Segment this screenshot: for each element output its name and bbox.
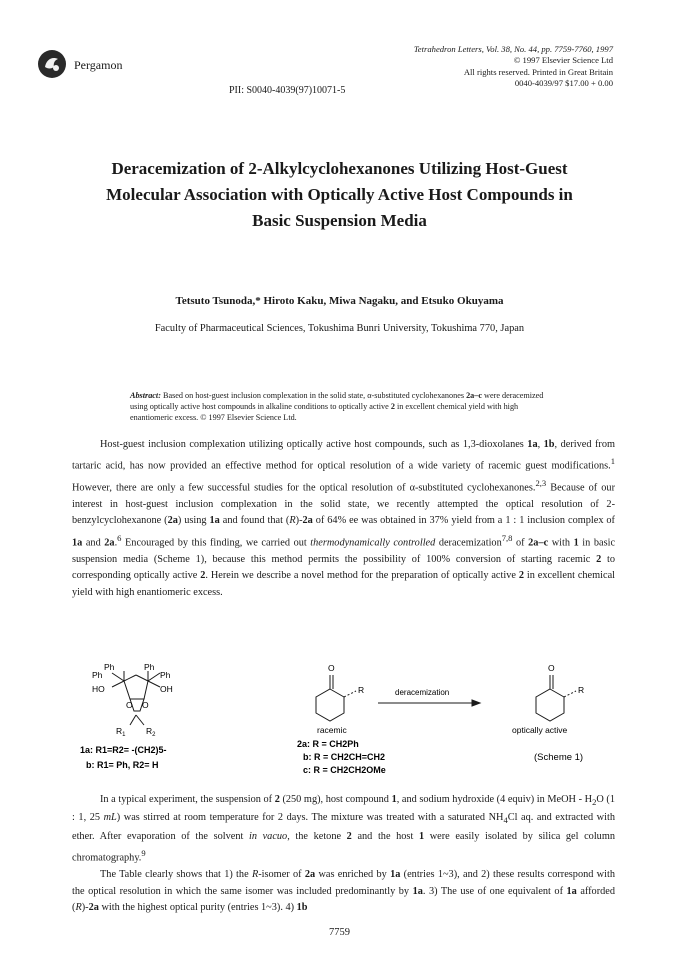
hydroxyl-label: OH	[160, 684, 173, 694]
compound-ref: 1b	[296, 901, 308, 913]
body-text: ) using	[177, 515, 210, 527]
body-text: . 3) The use of one equivalent of	[422, 885, 567, 897]
body-text: -isomer of	[258, 869, 305, 881]
body-text: , the ketone	[287, 830, 347, 842]
body-text: of 64% ee was obtained in 37% yield from a 1 : 1 inclusion complex of	[312, 515, 615, 527]
body-text: and	[82, 537, 105, 549]
citation-ref: 7,8	[501, 532, 513, 543]
body-text: and found that (	[219, 515, 290, 527]
compound-ref: 1b	[543, 439, 555, 450]
author-list: Tetsuto Tsunoda,* Hiroto Kaku, Miwa Nagaku, and Etsuko Okuyama	[175, 295, 504, 307]
compound-ref: 1a	[566, 885, 577, 897]
r2-label: $R_2$	[146, 726, 156, 738]
compound-ref: 1	[391, 794, 397, 805]
body-text: with the highest optical purity (entries 1~3). 4)	[98, 901, 297, 913]
guest-2b-label: b: R = CH2CH=CH2	[303, 752, 386, 762]
emphasis-text: thermodynamically controlled	[310, 537, 436, 549]
journal-citation: Tetrahedron Letters, Vol. 38, No. 44, pp. 7759-7760, 1997	[413, 44, 613, 54]
page-number: 7759	[329, 927, 350, 938]
body-text: with	[548, 537, 574, 549]
oxygen-label: O	[126, 700, 133, 710]
subscript: 2	[592, 797, 597, 808]
body-text: and the host	[351, 830, 419, 842]
body-text: to corresponding optically active	[72, 553, 615, 582]
compound-ref: 1a	[209, 515, 220, 527]
pergamon-logo-icon	[38, 50, 66, 78]
compound-ref: 1	[418, 830, 425, 842]
rights-line: All rights reserved. Printed in Great Britain	[463, 66, 613, 77]
body-text: O (1 : 1, 25	[72, 794, 615, 824]
ketone-oxygen-label: O	[328, 663, 335, 673]
product-r-label: R	[578, 685, 585, 695]
emphasis-text: in vacuo	[248, 830, 288, 842]
stereo-descriptor: R	[289, 515, 296, 527]
ketone-r-label: R	[358, 685, 365, 695]
compound-ref: 2a–c	[528, 537, 549, 549]
compound-ref: 2	[346, 830, 352, 842]
compound-ref: 1a	[390, 869, 401, 881]
body-text: deracemization	[435, 537, 502, 549]
compound-ref: 2a	[104, 537, 115, 549]
guest-2a-label: 2a: R = CH2Ph	[297, 739, 359, 749]
phenyl-label: Ph	[92, 670, 103, 680]
body-text: , and sodium hydroxide (4 equiv) in MeOH - H	[396, 794, 593, 805]
body-paragraph-3	[72, 867, 615, 916]
optically-active-label: optically active	[512, 725, 568, 735]
body-text: Cl aq. and extracted with ether. After evaporation of the solvent	[72, 812, 615, 842]
body-text: The Table clearly shows that 1) the	[100, 869, 252, 881]
body-paragraph-1	[72, 437, 615, 601]
citation-ref: 9	[141, 848, 146, 859]
citation-ref: 2,3	[535, 478, 547, 489]
body-text: in basic suspension media (Scheme 1), because this method permits the possibility of 100% conversion of starting racemic	[72, 537, 616, 565]
body-text: were easily isolated by silica gel column chromatography.	[72, 830, 615, 864]
body-text: in excellent chemical yield with high enantiomeric excess.	[72, 570, 616, 598]
issn-line: 0040-4039/97 $17.00 + 0.00	[514, 78, 613, 89]
hydroxyl-label: HO	[92, 684, 105, 694]
compound-ref: 2a	[167, 515, 178, 527]
body-text: of	[512, 537, 529, 549]
compound-ref: 1a	[72, 537, 83, 549]
body-text: Host-guest inclusion complexation utilizing optically active host compounds, such as 1,3-dioxolanes	[100, 439, 528, 450]
body-text: . Herein we describe a novel method for the preparation of optically active	[205, 570, 519, 582]
body-text: However, there are only a few successful studies for the optical resolution of α-substituted cyclohexanones.	[72, 482, 536, 494]
pii-identifier: PII: S0040-4039(97)10071-5	[229, 85, 346, 96]
compound-ref: 2a	[304, 869, 316, 881]
body-text: In a typical experiment, the suspension of	[100, 794, 275, 805]
arrow-label: deracemization	[395, 688, 450, 697]
stereo-descriptor: R	[251, 869, 259, 881]
scheme-number-label: (Scheme 1)	[534, 752, 584, 763]
body-text: was enriched by	[315, 869, 391, 881]
product-oxygen-label: O	[548, 663, 555, 673]
compound-ref: 2a–c	[466, 391, 482, 400]
body-text: )-	[295, 515, 303, 527]
title-line-1: Deracemization of 2-Alkylcyclohexanones Utilizing Host-Guest	[111, 159, 568, 178]
compound-ref: 2	[596, 553, 602, 565]
title-line-2: Molecular Association with Optically Active Host Compounds in	[106, 185, 573, 204]
abstract	[130, 391, 555, 423]
body-paragraph-2	[72, 792, 615, 867]
reaction-scheme	[72, 659, 615, 787]
compound-ref: 2a	[88, 901, 99, 913]
host-1a-label: 1a: R1=R2= -(CH2)5-	[80, 745, 167, 755]
abstract-text: in excellent chemical yield with high enantiomeric excess. © 1997 Elsevier Science Ltd.	[130, 401, 519, 422]
body-text: .	[114, 537, 118, 549]
abstract-label: Abstract:	[130, 391, 161, 400]
compound-ref: 1	[573, 537, 579, 549]
oxygen-label: O	[142, 700, 149, 710]
citation-ref: 1	[610, 456, 615, 467]
body-text: , derived from tartaric acid, has now provided an effective method for optical resolution of a wide variety of racemic guest modifications.	[72, 439, 615, 472]
host-1b-label: b: R1= Ph, R2= H	[86, 760, 159, 770]
body-paragraphs-2-3	[72, 792, 615, 916]
phenyl-label: Ph	[160, 670, 171, 680]
racemic-label: racemic	[317, 725, 347, 735]
publisher-name: Pergamon	[74, 58, 123, 72]
compound-ref: 2	[200, 570, 206, 582]
body-text: )-	[81, 901, 89, 913]
compound-ref: 2	[390, 401, 395, 411]
r1-label: $R_1$	[116, 726, 126, 738]
body-text: Because of our interest in host-guest inclusion complexation in the solid state, we recently attempted the optical resolution of 2-benzylcyclohexanone (	[72, 482, 615, 527]
abstract-text: Based on host-guest inclusion complexation in the solid state, α-substituted cyclohexanones	[160, 391, 467, 400]
copyright-line: © 1997 Elsevier Science Ltd	[513, 55, 613, 66]
body-text: (entries 1~3), and 2) these results correspond with the optical resolution in which the same isomer was included predominantly by	[72, 869, 615, 897]
abstract-text: were deracemized using optically active host compounds in alkaline conditions to optically active	[130, 391, 544, 411]
compound-ref: 2a	[302, 515, 313, 527]
journal-info	[414, 44, 613, 90]
citation-ref: 6	[117, 532, 122, 543]
phenyl-label: Ph	[144, 662, 155, 672]
compound-ref: 2	[274, 794, 280, 805]
body-text: ,	[537, 439, 544, 450]
title-line-3: Basic Suspension Media	[252, 211, 427, 230]
compound-ref: 1a	[412, 885, 423, 897]
paper-title	[60, 156, 619, 234]
body-text: afforded (	[72, 885, 616, 913]
affiliation: Faculty of Pharmaceutical Sciences, Tokushima Bunri University, Tokushima 770, Japan	[154, 323, 525, 334]
unit-text: mL	[103, 812, 117, 824]
body-text: (250 mg), host compound	[279, 794, 392, 805]
compound-ref: 2	[518, 570, 524, 582]
phenyl-label: Ph	[104, 662, 115, 672]
body-text: ) was stirred at room temperature for 2 days. The mixture was treated with a saturated NH	[116, 812, 504, 824]
stereo-descriptor: R	[75, 901, 82, 913]
guest-2c-label: c: R = CH2CH2OMe	[303, 765, 386, 775]
subscript: 4	[503, 815, 508, 826]
body-text: Encouraged by this finding, we carried out	[121, 537, 311, 549]
compound-ref: 1a	[527, 439, 538, 450]
